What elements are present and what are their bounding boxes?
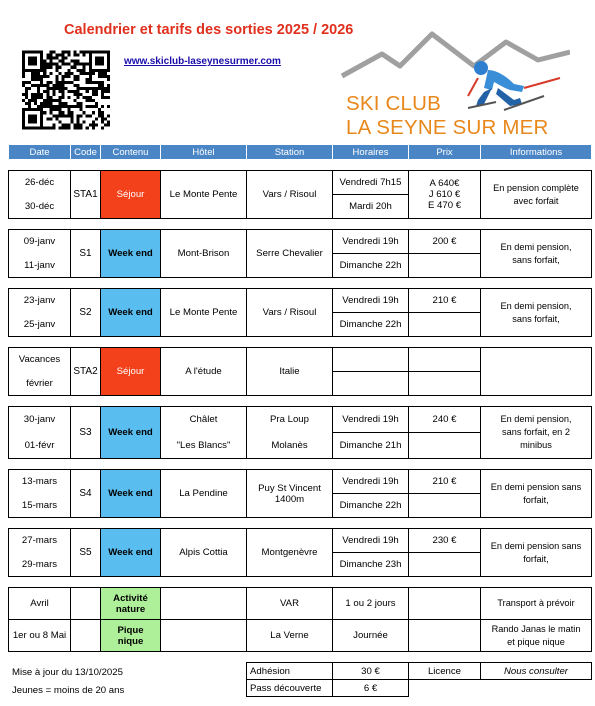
activity-hotel xyxy=(161,588,247,620)
skier-icon xyxy=(468,61,560,110)
adhesion-value: 30 € xyxy=(333,663,409,680)
information-line: En demi pension, xyxy=(500,414,572,424)
date-start: 09-janv xyxy=(9,230,71,254)
station-name: Vars / Risoul xyxy=(247,289,333,337)
trips-table xyxy=(8,144,592,652)
activity-date: Avril xyxy=(9,588,71,620)
date-start: 23-janv xyxy=(9,289,71,313)
trip-code: S5 xyxy=(71,529,101,577)
trip-type: Week end xyxy=(101,407,161,459)
date-end: 25-janv xyxy=(9,313,71,337)
activity-info-line: et pique nique xyxy=(507,636,565,647)
information xyxy=(481,171,592,219)
licence-value: Nous consulter xyxy=(481,663,592,680)
activity-info-line: Rando Janas le matin xyxy=(491,623,581,634)
price-empty xyxy=(409,372,481,396)
information-line: sans forfait, xyxy=(512,313,560,324)
price-empty xyxy=(409,494,481,518)
price: 210 € xyxy=(409,289,481,313)
information-line: En demi pension sans xyxy=(490,481,582,492)
trip-code: STA2 xyxy=(71,348,101,396)
departure-time: Vendredi 19h xyxy=(333,529,409,553)
table-row xyxy=(9,529,592,553)
information-line: avec forfait xyxy=(513,195,559,206)
pass-label: Pass découverte xyxy=(247,680,333,697)
date-start: 26-déc xyxy=(9,171,71,195)
date-end: 01-févr xyxy=(9,433,71,459)
departure-time: Vendredi 19h xyxy=(333,230,409,254)
update-date: Mise à jour du 13/10/2025 xyxy=(12,667,123,678)
station-name: Montgenèvre xyxy=(247,529,333,577)
trip-code: S4 xyxy=(71,470,101,518)
return-time: Dimanche 22h xyxy=(333,254,409,278)
activity-horaires: Journée xyxy=(333,620,409,652)
activity-type-line: nature xyxy=(115,603,146,615)
return-time: Dimanche 22h xyxy=(333,313,409,337)
activity-type xyxy=(101,620,161,652)
adhesion-label: Adhésion xyxy=(247,663,333,680)
trip-type: Week end xyxy=(101,230,161,278)
price xyxy=(409,171,481,219)
fees-row xyxy=(247,680,592,697)
header-prix: Prix xyxy=(409,145,481,160)
activity-price xyxy=(409,620,481,652)
return-time: Dimanche 22h xyxy=(333,494,409,518)
table-row xyxy=(9,348,592,372)
activity-price xyxy=(409,588,481,620)
trip-type: Séjour xyxy=(101,171,161,219)
hotel-name: Le Monte Pente xyxy=(161,289,247,337)
date-start: Vacances xyxy=(9,348,71,372)
date-end: 15-mars xyxy=(9,494,71,518)
activity-type xyxy=(101,588,161,620)
price: 230 € xyxy=(409,529,481,553)
activity-station: VAR xyxy=(247,588,333,620)
date-end: 29-mars xyxy=(9,553,71,577)
activity-type-line: Activité xyxy=(113,592,148,604)
website-link[interactable]: www.skiclub-laseynesurmer.com xyxy=(124,56,281,67)
fees-row xyxy=(247,663,592,680)
trip-type: Week end xyxy=(101,470,161,518)
date-start: 27-mars xyxy=(9,529,71,553)
return-time: Dimanche 23h xyxy=(333,553,409,577)
club-name-line1: SKI CLUB xyxy=(346,92,442,115)
station-name: Serre Chevalier xyxy=(247,230,333,278)
station-name xyxy=(247,470,333,518)
table-row xyxy=(9,171,592,195)
price-line: A 640€ xyxy=(429,178,460,189)
date-end: 11-janv xyxy=(9,254,71,278)
activity-type-line: nique xyxy=(117,635,144,647)
hotel-name: A l'étude xyxy=(161,348,247,396)
mountains-icon xyxy=(342,34,570,76)
activity-date: 1er ou 8 Mai xyxy=(9,620,71,652)
trip-code: STA1 xyxy=(71,171,101,219)
trip-code: S3 xyxy=(71,407,101,459)
information-line: sans forfait, en 2 xyxy=(502,427,570,437)
activity-code xyxy=(71,588,101,620)
activity-info-line: Transport à prévoir xyxy=(497,598,575,608)
price: 210 € xyxy=(409,470,481,494)
price xyxy=(409,348,481,372)
departure-time: Vendredi 19h xyxy=(333,470,409,494)
station-name: Pra Loup xyxy=(247,407,333,433)
trip-code: S1 xyxy=(71,230,101,278)
price-empty xyxy=(409,313,481,337)
header-horaires: Horaires xyxy=(333,145,409,160)
table-row xyxy=(9,620,592,652)
information-line: forfait, xyxy=(523,553,549,564)
header-station: Station xyxy=(247,145,333,160)
date-end: 30-déc xyxy=(9,195,71,219)
licence-label: Licence xyxy=(409,663,481,680)
qr-code-icon xyxy=(22,50,110,130)
header-date: Date xyxy=(9,145,71,160)
departure-time: Vendredi 19h xyxy=(333,407,409,433)
activity-station: La Verne xyxy=(247,620,333,652)
hotel-name: Le Monte Pente xyxy=(161,171,247,219)
table-header-row xyxy=(9,145,592,160)
table-row xyxy=(9,470,592,494)
activity-type-line: Pique xyxy=(117,624,144,636)
header-code: Code xyxy=(71,145,101,160)
header-hotel: Hôtel xyxy=(161,145,247,160)
price-empty xyxy=(409,254,481,278)
hotel-name: Alpis Cottia xyxy=(161,529,247,577)
activity-horaires: 1 ou 2 jours xyxy=(333,588,409,620)
hotel-name: Mont-Brison xyxy=(161,230,247,278)
table-row xyxy=(9,230,592,254)
hotel-name: Châlet xyxy=(161,407,247,433)
price: 200 € xyxy=(409,230,481,254)
information-line: En pension complète xyxy=(493,182,579,193)
activity-hotel xyxy=(161,620,247,652)
information xyxy=(481,407,592,459)
information-line: En demi pension, xyxy=(500,300,572,311)
page-title: Calendrier et tarifs des sorties 2025 / 2026 xyxy=(64,22,354,38)
trip-type: Week end xyxy=(101,289,161,337)
date-start: 30-janv xyxy=(9,407,71,433)
price-line: E 470 € xyxy=(427,200,462,211)
trip-code: S2 xyxy=(71,289,101,337)
date-start: 13-mars xyxy=(9,470,71,494)
date-end: février xyxy=(9,372,71,396)
station-line: Puy St Vincent xyxy=(258,482,321,494)
information-line: minibus xyxy=(520,440,552,450)
departure-time: Vendredi 19h xyxy=(333,289,409,313)
header-informations: Informations xyxy=(481,145,592,160)
information-line: sans forfait, xyxy=(512,254,560,265)
activity-info xyxy=(481,620,592,652)
table-row xyxy=(9,289,592,313)
station-name: Italie xyxy=(247,348,333,396)
activity-info xyxy=(481,588,592,620)
information xyxy=(481,348,592,396)
price: 240 € xyxy=(409,407,481,433)
station-name: Vars / Risoul xyxy=(247,171,333,219)
hotel-name: La Pendine xyxy=(161,470,247,518)
information xyxy=(481,230,592,278)
information-line: forfait, xyxy=(523,494,549,505)
return-time xyxy=(333,372,409,396)
table-row xyxy=(9,407,592,433)
pass-value: 6 € xyxy=(333,680,409,697)
price-line: J 610 € xyxy=(428,189,461,200)
table-row xyxy=(9,588,592,620)
station-line: 1400m xyxy=(274,493,305,505)
information xyxy=(481,289,592,337)
information xyxy=(481,529,592,577)
departure-time xyxy=(333,348,409,372)
club-name-line2: LA SEYNE SUR MER xyxy=(346,116,549,139)
price-empty xyxy=(409,433,481,459)
station-name-2: Molanès xyxy=(247,433,333,459)
fees-table xyxy=(246,662,592,697)
information-line: En demi pension, xyxy=(500,241,572,252)
information-line: En demi pension sans xyxy=(490,540,582,551)
information xyxy=(481,470,592,518)
departure-time: Vendredi 7h15 xyxy=(333,171,409,195)
return-time: Mardi 20h xyxy=(333,195,409,219)
trip-type: Séjour xyxy=(101,348,161,396)
trip-type: Week end xyxy=(101,529,161,577)
header-contenu: Contenu xyxy=(101,145,161,160)
activity-code xyxy=(71,620,101,652)
return-time: Dimanche 21h xyxy=(333,433,409,459)
price-empty xyxy=(409,553,481,577)
youth-note: Jeunes = moins de 20 ans xyxy=(12,685,125,696)
hotel-name-2: "Les Blancs" xyxy=(161,433,247,459)
